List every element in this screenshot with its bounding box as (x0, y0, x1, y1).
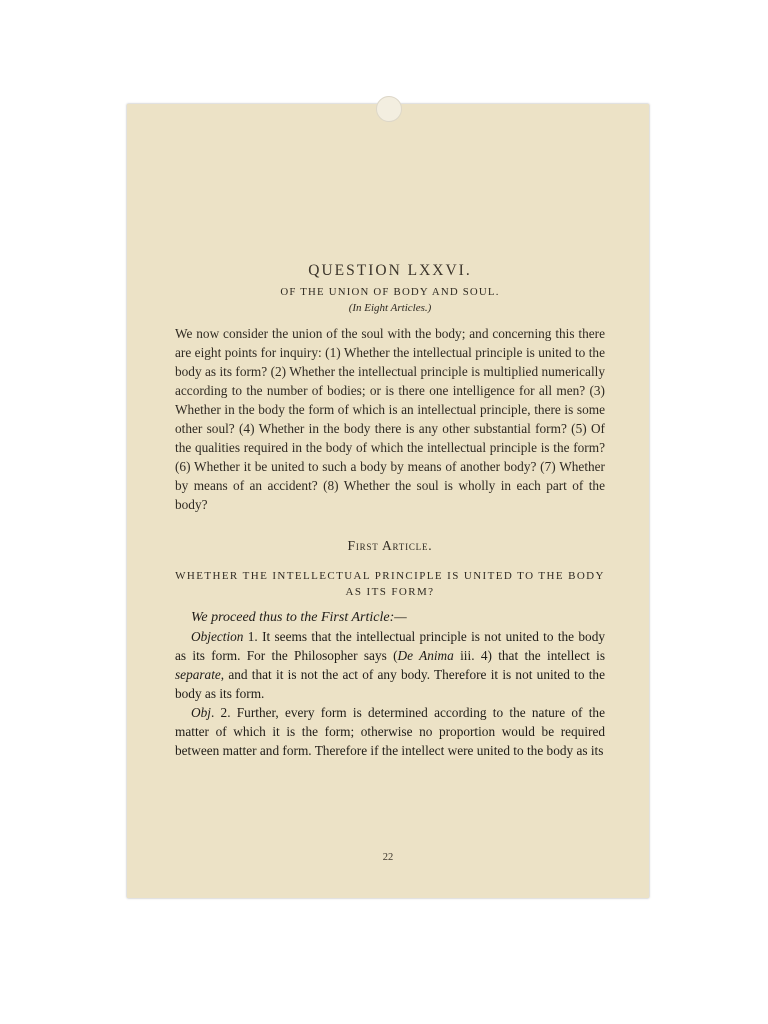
objection-2-number: . 2. (210, 705, 237, 720)
page-content (175, 262, 605, 760)
question-note: (In Eight Articles.) (348, 302, 432, 314)
objection-2-label: Obj (191, 705, 211, 720)
page-top-marker (376, 96, 402, 122)
article-lead: We proceed thus to the First Article:— (191, 610, 407, 625)
objection-1 (175, 627, 605, 703)
article-title: First Article. (347, 538, 433, 553)
objection-1-text-c: , and that it is not the act of any body. Therefore it is not united to the body as its form. (175, 667, 605, 701)
objection-1-text-b: iii. 4) that the intellect is (453, 648, 605, 663)
objection-2-text: Further, every form is determined according to the nature of the matter of which it is the form; otherwise no proportion would be required between matter and form. Therefore if the intellect were united to the body as its (175, 705, 605, 758)
objection-1-emphasis: separate (175, 667, 221, 682)
book-page (127, 104, 649, 898)
objection-2 (175, 703, 605, 760)
objection-1-citation: De Anima (397, 648, 454, 663)
intro-paragraph: We now consider the union of the soul with the body; and concerning this there are eight points for inquiry: (1) Whether the intellectual principle is united to the body as its form? (2) Whether the intellectual principle is multiplied numerically according to the number of bodies; or is there one intelligence for all men? (3) Whether in the body the form of which is an intellectual principle, there is some other soul? (4) Whether in the body there is any other substantial form? (5) Of the qualities required in the body of which the intellectual principle is the form? (6) Whether it be united to such a body by means of another body? (7) Whether by means of an accident? (8) Whether the soul is wholly in each part of the body? (175, 326, 605, 512)
question-title: QUESTION LXXVI. (308, 262, 472, 279)
question-subtitle: OF THE UNION OF BODY AND SOUL. (280, 286, 500, 298)
article-body (175, 608, 605, 760)
objection-1-number: 1. (243, 629, 263, 644)
objection-1-label: Objection (191, 629, 244, 644)
objection-1-text-a: It seems that the intellectual principle is not united to the body as its form. For the Philosopher says ( (175, 629, 605, 663)
article-heading: WHETHER THE INTELLECTUAL PRINCIPLE IS UNITED TO THE BODY AS ITS FORM? (175, 570, 605, 598)
question-intro (175, 324, 605, 514)
page-number: 22 (382, 852, 394, 863)
